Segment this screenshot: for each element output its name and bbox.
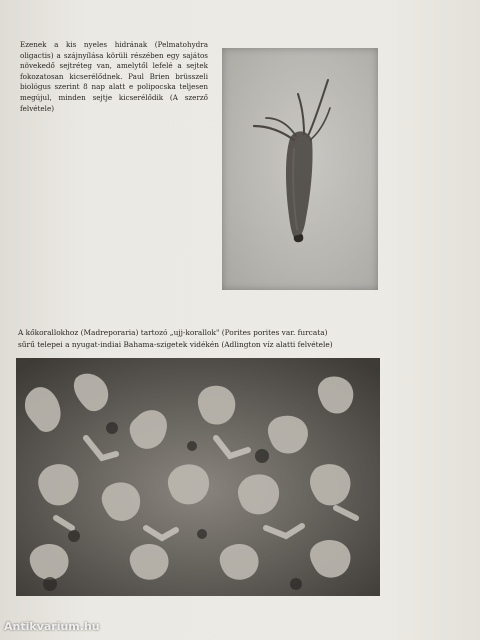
coral-caption-line2: sűrű telepei a nyugat-indiai Bahama-szigetek vidékén (Adlington víz alatti felvétele)	[18, 339, 333, 349]
hydra-photo	[222, 48, 378, 290]
site-watermark: Antikvarium.hu	[4, 620, 100, 633]
hydra-caption-text: Ezenek a kis nyeles hidrának (Pelmatohydra oligactis) a szájnyílása körüli részében egy sajátos növekedő sejtréteg van, amelytől lefelé a sejtek fokozatosan kicserélődnek. Paul Brien brüsszeli biológus szerint 8 nap alatt e polipocska teljesen megújul, minden sejtje kicserélődik (A szerző felvétele)	[20, 40, 208, 113]
coral-caption	[18, 327, 363, 350]
hydra-illustration	[222, 48, 378, 290]
coral-illustration	[16, 358, 380, 596]
coral-caption-line1: A kőkorallokhoz (Madreporaria) tartozó „ujj-korallok" (Porites porites var. furcata)	[18, 328, 328, 337]
hydra-caption	[20, 40, 208, 114]
coral-photo	[16, 358, 380, 596]
